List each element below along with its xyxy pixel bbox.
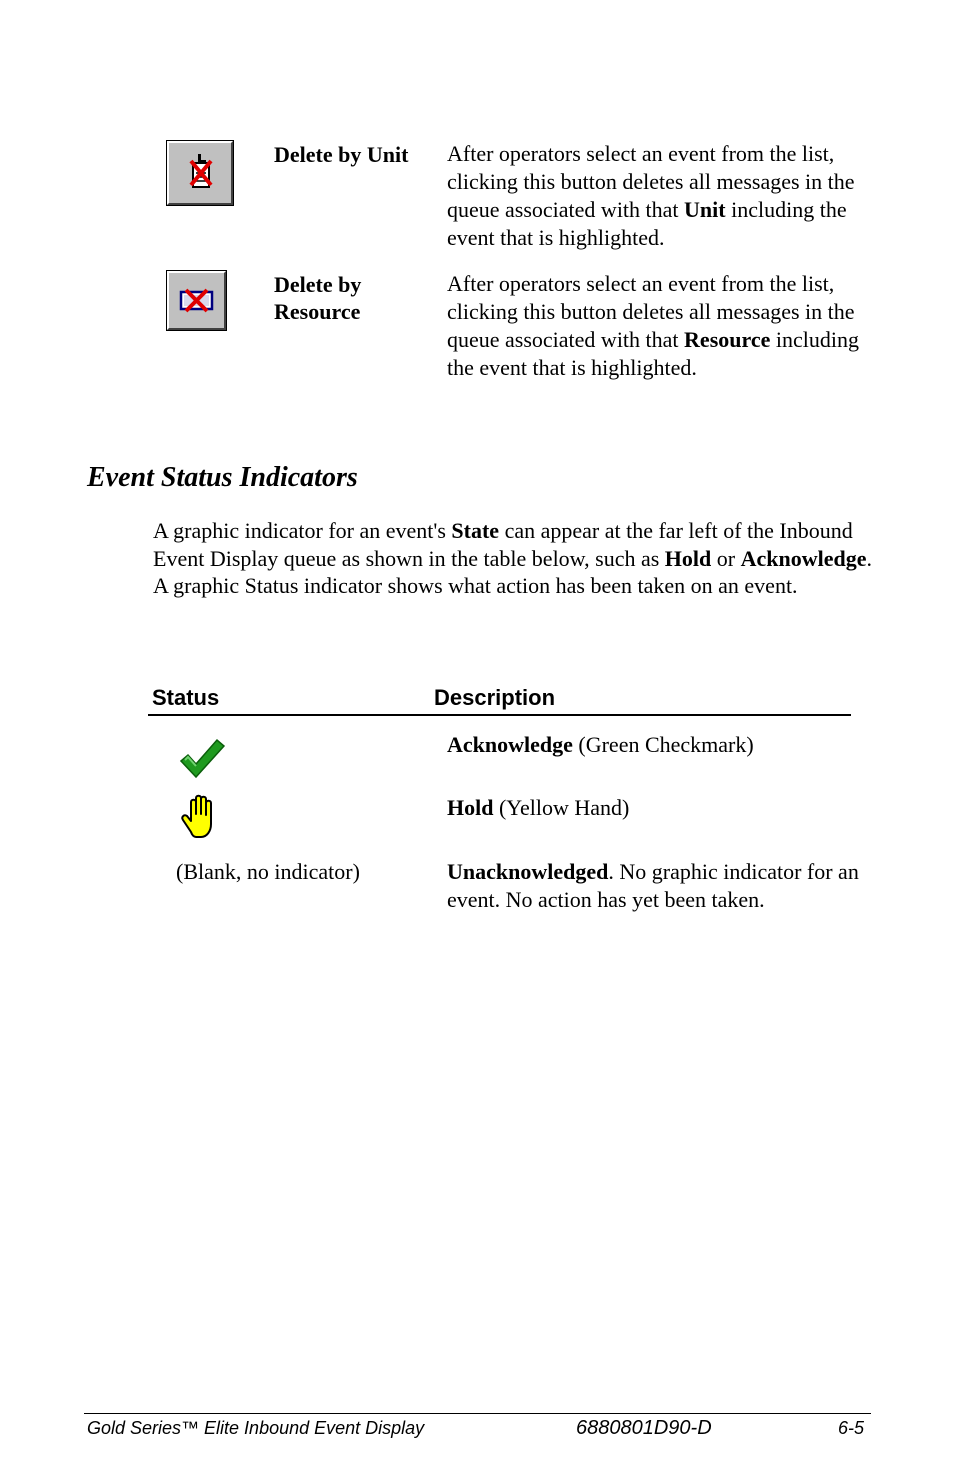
green-checkmark-icon (179, 737, 225, 779)
row-bold: Unacknowledged (447, 859, 609, 884)
table-header-description: Description (434, 685, 556, 710)
label-line: Resource (274, 299, 361, 324)
table-header-status: Status (152, 685, 220, 710)
status-row-acknowledge (447, 731, 887, 759)
delete-by-resource-description (447, 270, 887, 382)
footer-doc-number: 6880801D90-D (576, 1417, 712, 1439)
para-text: A graphic indicator for an event's (153, 518, 452, 543)
status-row-unacknowledged (447, 858, 887, 914)
para-text: can appear at the far left of the Inbound Event Display queue as shown in the table below, such as (153, 518, 853, 571)
table-header-rule (148, 714, 851, 716)
desc-bold: Unit (684, 197, 726, 222)
footer-title: Gold Series™ Elite Inbound Event Display (87, 1418, 425, 1438)
footer-rule (84, 1413, 871, 1414)
delete-by-unit-description (447, 140, 887, 252)
desc-text: including the event that is highlighted. (447, 197, 847, 250)
yellow-hand-icon (177, 794, 223, 840)
row-bold: Acknowledge (447, 732, 573, 757)
desc-text: including the event that is highlighted. (447, 327, 860, 380)
footer-page-number: 6-5 (838, 1418, 865, 1438)
status-blank-label: (Blank, no indicator) (176, 859, 360, 884)
delete-by-unit-label: Delete by Unit (274, 142, 409, 167)
para-bold: State (451, 518, 500, 543)
desc-text: After operators select an event from the list, clicking this button deletes all messages in the queue associated with that (447, 271, 855, 352)
para-text: . A graphic Status indicator shows what action has been taken on an event. (153, 545, 872, 598)
para-text: or (711, 545, 741, 571)
delete-by-unit-icon (169, 143, 231, 203)
row-text: (Green Checkmark) (572, 732, 754, 757)
delete-by-unit-button[interactable] (167, 141, 233, 205)
section-paragraph (153, 517, 873, 600)
delete-by-resource-button[interactable] (167, 271, 226, 330)
section-title: Event Status Indicators (87, 462, 358, 493)
status-row-hold (447, 794, 887, 822)
delete-by-resource-icon (169, 273, 224, 328)
desc-text: After operators select an event from the list, clicking this button deletes all messages in the queue associated with that (447, 141, 855, 222)
row-text: (Yellow Hand) (493, 795, 630, 820)
para-bold: Hold (664, 545, 712, 571)
row-bold: Hold (447, 795, 494, 820)
row-text: . No graphic indicator for an event. No action has yet been taken. (447, 859, 859, 912)
label-line: Delete by (274, 272, 362, 297)
delete-by-resource-label (274, 271, 434, 325)
para-bold: Acknowledge (740, 545, 867, 571)
desc-bold: Resource (684, 327, 771, 352)
